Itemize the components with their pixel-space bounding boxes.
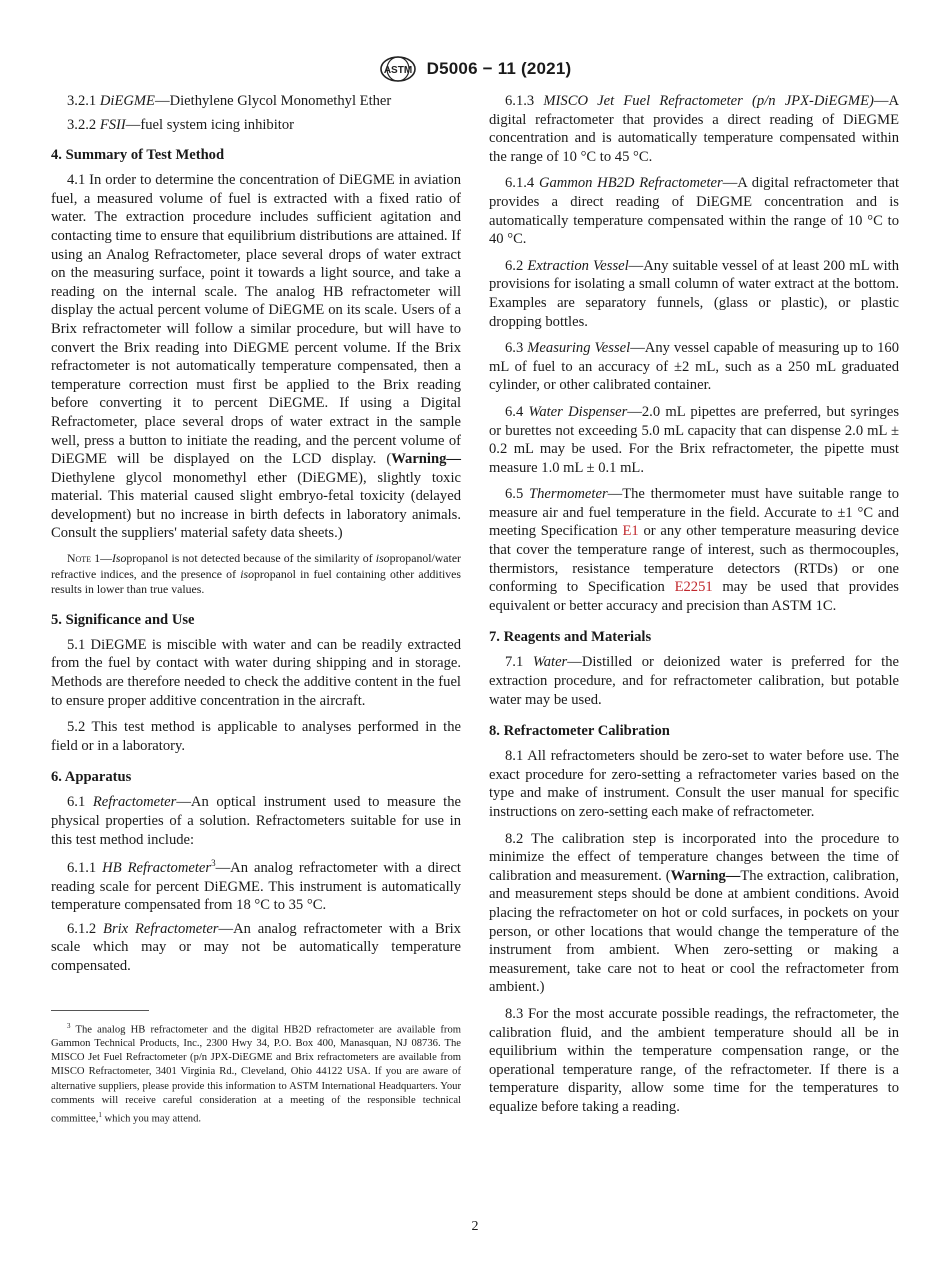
page-header xyxy=(0,56,950,82)
section-5-heading: 5. Significance and Use xyxy=(51,611,195,628)
paragraph-6-1-1: 6.1.1 HB Refractometer$^3$—An analog refractometer with a direct reading scale for percent DiEGME. This instrument is automatically temperature compensated from 18 °C to 35 °C. xyxy=(51,858,461,914)
paragraph-6-1-4: 6.1.4 Gammon HB2D Refractometer—A digital refractometer that provides a direct reading of DiEGME concentration and is automatically temperature compensated within the range of 10 °C to 40 °C. xyxy=(489,175,900,248)
paragraph-6-5: 6.5 Thermometer—The thermometer must have suitable range to measure air and fuel temperature in the field. Accurate to ±1 °C and meeting Specification E1 or any other temperature measuring device that cover the temperature range of interest, such as thermocouples, thermistors, resistance temperature detectors (RTDs) or one conforming to Specification E2251 may be used that provides equivalent or better accuracy and precision than ASTM 1C. xyxy=(489,486,899,614)
paragraph-6-1-2: 6.1.2 Brix Refractometer—An analog refractometer with a Brix scale which may or may not be automatically temperature compensated. xyxy=(51,920,461,975)
paragraph-8-2: 8.2 The calibration step is incorporated into the procedure to minimize the effect of temperature changes between the time of calibration and measurement. (Warning—The extraction, calibration, and measurement steps should be done at ambient conditions. Avoid placing the refractometer on hot or cold surfaces, in pockets on your person, or other locations that would change the temperature of the instrument from ambient. When zero-setting or making a measurement, take care not to heat or cool the refractometer from ambient.) xyxy=(489,830,899,996)
paragraph-6-4: 6.4 Water Dispenser—2.0 mL pipettes are preferred, but syringes or burettes not exceeding 5.0 mL capacity that can dispense 2.0 mL ± 0.2 mL may be used. For the Brix refractometer, the pipette must measure 1.0 mL ± 0.1 mL. xyxy=(489,403,900,476)
right-column xyxy=(489,92,899,1125)
paragraph-8-1: 8.1 All refractometers should be zero-set to water before use. The exact procedure for zero-setting a refractometer varies based on the type and make of instrument. Consult the user manual for specific instructions on zero-setting each make of refractometer. xyxy=(489,748,899,820)
document-designation: D5006 − 11 (2021) xyxy=(426,59,572,78)
left-column xyxy=(51,92,461,1126)
paragraph-8-3: 8.3 For the most accurate possible readings, the refractometer, the calibration fluid, and the ambient temperature should all be in equilibrium within the temperature compensation range, or the operational temperature range, of the refractometer. If there is a temperature disparity, allow some time for the temperatures to equalize before taking a reading. xyxy=(489,1005,899,1115)
section-6-heading: 6. Apparatus xyxy=(51,769,132,786)
svg-text:ASTM: ASTM xyxy=(383,65,412,76)
spec-e1-link[interactable]: E1 xyxy=(622,523,639,540)
section-7-heading: 7. Reagents and Materials xyxy=(489,629,652,646)
page-number: 2 xyxy=(471,1219,479,1234)
paragraph-6-1-3: 6.1.3 MISCO Jet Fuel Refractometer (p/n JPX-DiEGME)—A digital refractometer that provides a direct reading of DiEGME concentration and is automatically temperature compensated within the range of 10 °C to 45 °C. xyxy=(489,93,899,165)
spec-e2251-link[interactable]: E2251 xyxy=(674,579,713,596)
paragraph-6-3: 6.3 Measuring Vessel—Any vessel capable of measuring up to 160 mL of fuel to an accuracy of ±2 mL, such as a 250 mL graduated cylinder, or other calibrated container. xyxy=(489,340,899,394)
note-1: Note 1—Isopropanol is not detected because of the similarity of isopropanol/water refractive indices, and the presence of isopropanol in fuel containing other additives results in lower than true values. xyxy=(51,551,461,597)
footnote-3: $^3$ The analog HB refractometer and the digital HB2D refractometer are available from Gammon Technical Products, Inc., 2300 Hwy 34, P.O. Box 400, Manasquan, NJ 08736. The MISCO Jet Fuel Refractometer (p/n JPX-DiEGME and Brix refractometers are available from MISCO Refractometer, 3401 Virginia Rd., Cleveland, Ohio 44122 USA. If you are aware of alternative suppliers, please provide this information to ASTM International Headquarters. Your comments will receive careful consideration at a meeting of the responsible technical committee,$^1$ which you may attend. xyxy=(51,1021,461,1125)
astm-logo-icon xyxy=(379,56,417,82)
paragraph-6-2: 6.2 Extraction Vessel—Any suitable vessel of at least 200 mL with provisions for isolating a small column of water extract at the bottom. Examples are separatory funnels, (glass or plastic), or plastic dropping bottles. xyxy=(489,257,899,330)
definition-3-2-1: 3.2.1 DiEGME—Diethylene Glycol Monomethyl Ether xyxy=(67,93,392,109)
paragraph-4-1: 4.1 In order to determine the concentration of DiEGME in aviation fuel, a measured volume of fuel is extracted with a fixed ratio of water. The extraction procedure includes sufficient agitation and contacting time to ensure that equilibrium distributions are attained. If using an Analog Refractometer, place several drops of water extract on the measuring surface, point it towards a light source, and take a reading on the internal scale. The analog HB refractometer will display the actual percent volume of DiEGME on its scale. Users of a Brix refractometer will follow a similar procedure, but will have to convert the Brix reading into DiEGME percent volume. If the Brix refractometer is not automatically temperature compensated, then a temperature correction must first be applied to the Brix reading before converting it to percent DiEGME. If using a Digital Refractometer, place several drops of water extract in the sample well, press a button to initiate the reading, and the percent volume of DiEGME will be displayed on the LCD display. (Warning—Diethylene glycol monomethyl ether (DiEGME), slightly toxic material. This material caused slight embryo-fetal toxicity (delayed development) but no increase in birth defects in laboratory animals. Consult the suppliers' material safety data sheets.) xyxy=(51,172,461,542)
paragraph-6-1: 6.1 Refractometer—An optical instrument used to measure the physical properties of a solution. Refractometers suitable for use in this test method include: xyxy=(51,794,461,848)
paragraph-5-1: 5.1 DiEGME is miscible with water and can be readily extracted from the fuel by contact with water during shipping and in storage. Methods are therefore needed to check the additive content in the fuel to ensure proper additive concentration in the aircraft. xyxy=(51,636,461,709)
section-8-heading: 8. Refractometer Calibration xyxy=(489,723,670,740)
footnote-divider xyxy=(51,1010,149,1011)
paragraph-5-2: 5.2 This test method is applicable to analyses performed in the field or in a laboratory. xyxy=(51,719,461,754)
paragraph-7-1: 7.1 Water—Distilled or deionized water is preferred for the extraction procedure, and for refractometer calibration, but potable water may be used. xyxy=(489,654,899,708)
section-4-heading: 4. Summary of Test Method xyxy=(51,147,225,164)
definition-3-2-2: 3.2.2 FSII—fuel system icing inhibitor xyxy=(67,116,294,133)
